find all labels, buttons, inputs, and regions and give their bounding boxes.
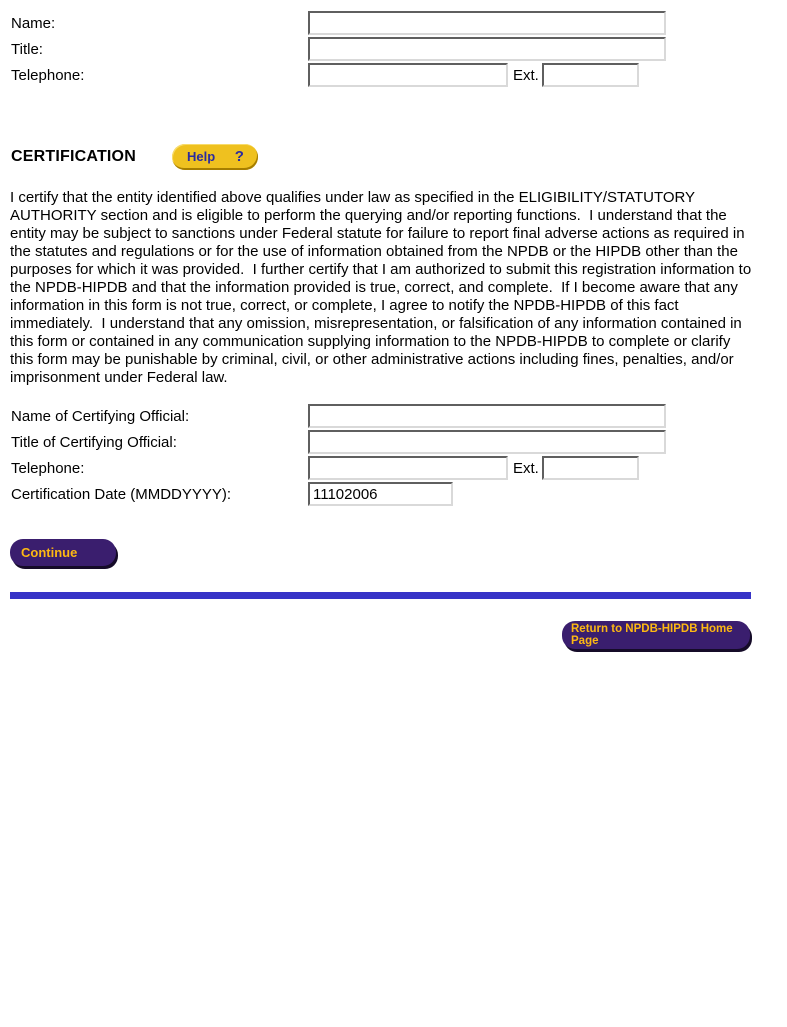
certifying-title-row <box>0 430 787 454</box>
certifying-telephone-ext-input[interactable] <box>542 456 639 480</box>
name-label: Name: <box>11 14 56 32</box>
certification-date-label: Certification Date (MMDDYYYY): <box>11 485 232 503</box>
help-button[interactable] <box>172 144 258 170</box>
certification-date-input[interactable] <box>308 482 453 506</box>
certification-header <box>0 143 787 170</box>
certification-heading: CERTIFICATION <box>11 147 136 165</box>
certifying-name-label: Name of Certifying Official: <box>11 407 190 425</box>
section-divider <box>10 592 751 599</box>
certifying-name-row <box>0 404 787 428</box>
certifying-telephone-row <box>0 456 787 480</box>
certifying-title-input[interactable] <box>308 430 666 454</box>
certifying-official-form <box>0 404 787 506</box>
telephone-label: Telephone: <box>11 66 85 84</box>
certifying-telephone-label: Telephone: <box>11 459 85 477</box>
ext-label: Ext. <box>513 66 539 84</box>
name-input[interactable] <box>308 11 666 35</box>
help-button-label: Help <box>186 149 216 164</box>
certifying-ext-label: Ext. <box>513 459 539 477</box>
telephone-ext-input[interactable] <box>542 63 639 87</box>
title-input[interactable] <box>308 37 666 61</box>
name-row <box>0 11 787 35</box>
question-mark-icon: ? <box>234 148 244 165</box>
certifying-title-label: Title of Certifying Official: <box>11 433 177 451</box>
certifying-telephone-input[interactable] <box>308 456 508 480</box>
certification-statement: I certify that the entity identified above qualifies under law as specified in the ELIGIBILITY/STATUTORY AUTHORITY section and is eligible to perform the querying and/or reporting functions. I understand that the entity may be subject to sanctions under Federal statute for failure to report final adverse actions as required in the statutes and regulations or for the use of information obtained from the NPDB or the HIPDB other than the purposes for which it was provided. I further certify that I am authorized to submit this registration information to the NPDB-HIPDB and that the information provided is true, correct, and complete. If I become aware that any information in this form is not true, correct, or complete, I agree to notify the NPDB-HIPDB of this fact immediately. I understand that any omission, misrepresentation, or falsification of any information contained in this form or contained in any communication supplying information to the NPDB-HIPDB to complete or clarify this form may be punishable by criminal, civil, or other administrative actions including fines, penalties, and/or imprisonment under Federal law. <box>10 189 756 386</box>
certifying-name-input[interactable] <box>308 404 666 428</box>
continue-button[interactable]: Continue <box>10 539 116 566</box>
return-home-button[interactable]: Return to NPDB-HIPDB Home Page <box>562 621 750 649</box>
telephone-row <box>0 63 787 87</box>
telephone-input[interactable] <box>308 63 508 87</box>
certification-date-row <box>0 482 787 506</box>
footer-actions <box>0 621 787 649</box>
title-label: Title: <box>11 40 43 58</box>
title-row <box>0 37 787 61</box>
